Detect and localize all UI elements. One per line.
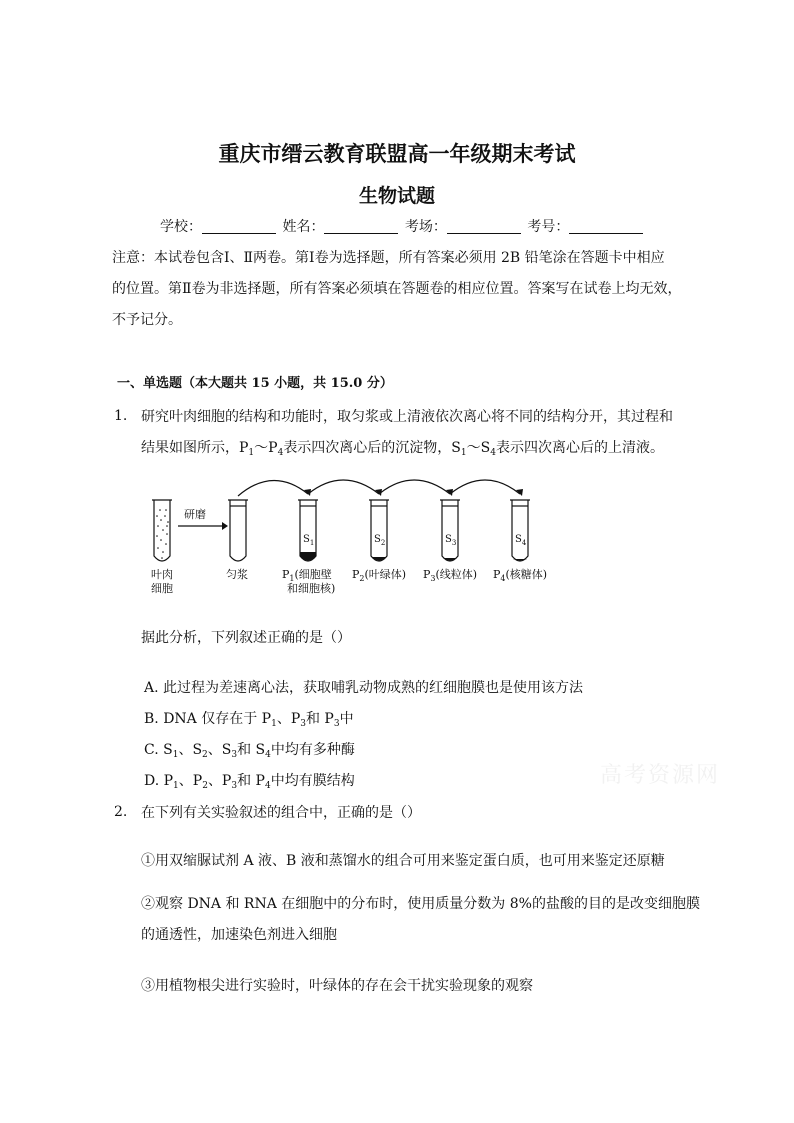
tube-homogenate	[230, 500, 246, 561]
question-2-item-3: ③用植物根尖进行实验时，叶绿体的存在会干扰实验现象的观察	[141, 978, 533, 994]
transfer-arc	[238, 480, 308, 496]
question-1-number: 1.	[114, 408, 128, 424]
homogenate-label: 匀浆	[226, 568, 248, 581]
question-1-line: 结果如图所示，$P_1\sim P_4$表示四次离心后的沉淀物，$S_1\sim S_4$表示四次离心后的上清液。	[141, 440, 664, 458]
p-label: $P_1$(细胞壁	[282, 568, 332, 583]
notice-line: 不予记分。	[112, 312, 182, 328]
field-room-blank	[447, 219, 521, 234]
p-label-cont: 和细胞核)	[287, 582, 336, 595]
field-id-label: 考号：	[527, 219, 570, 235]
tube-s1	[300, 500, 316, 561]
field-school-label: 学校：	[160, 219, 202, 235]
question-1-prompt: 据此分析，下列叙述正确的是（）	[141, 630, 351, 646]
exam-subject: 生物试题	[358, 185, 435, 207]
exam-title: 重庆市缙云教育联盟高一年级期末考试	[218, 141, 576, 166]
s-label: $S_2$	[374, 534, 386, 547]
leaf-label: 叶肉	[151, 568, 173, 581]
option-d[interactable]: D. $P_1$、$P_2$、$P_3$和 $P_4$中均有膜结构	[144, 773, 355, 791]
question-2-number: 2.	[114, 804, 128, 820]
field-school-blank	[202, 219, 276, 234]
leaf-label: 细胞	[151, 582, 173, 595]
question-1-line: 研究叶肉细胞的结构和功能时，取匀浆或上清液依次离心将不同的结构分开，其过程和	[141, 409, 673, 425]
pellet-p3	[443, 558, 457, 561]
transfer-arc	[379, 480, 450, 494]
info-fields	[160, 216, 645, 236]
question-1-stem	[141, 402, 673, 469]
notice-line: 注意：本试卷包含Ⅰ、Ⅱ两卷。第Ⅰ卷为选择题，所有答案必须用 2B 铅笔涂在答题卡中相应	[112, 250, 665, 266]
option-a[interactable]: A. 此过程为差速离心法，获取哺乳动物成熟的红细胞膜也是使用该方法	[144, 680, 584, 696]
pellet-p4	[513, 559, 527, 561]
question-2-item-2-line: 的通透性，加速染色剂进入细胞	[141, 927, 337, 943]
watermark: 高考资源网	[600, 763, 721, 788]
field-name-blank	[324, 219, 398, 234]
notice-line: 的位置。第Ⅱ卷为非选择题，所有答案必须填在答题卷的相应位置。答案写在试卷上均无效，	[112, 281, 682, 297]
p-label: $P_2$(叶绿体)	[352, 568, 407, 583]
p-label: $P_3$(线粒体)	[423, 568, 478, 583]
tube-s4	[512, 500, 528, 561]
option-b[interactable]: B. DNA 仅存在于 $P_1$、$P_3$和 $P_3$中	[144, 711, 354, 729]
field-room-label: 考场：	[404, 219, 447, 235]
s-label: $S_3$	[445, 534, 457, 547]
s-label: $S_4$	[515, 534, 527, 547]
leaf-cells-dots	[156, 509, 169, 559]
field-name-label: 姓名：	[282, 219, 325, 235]
centrifuge-figure	[140, 474, 560, 604]
question-2-stem: 在下列有关实验叙述的组合中，正确的是（）	[141, 805, 421, 821]
tube-s2	[371, 500, 387, 561]
question-2-item-1: ①用双缩脲试剂 A 液、B 液和蒸馏水的组合可用来鉴定蛋白质，也可用来鉴定还原糖	[141, 853, 665, 869]
field-id-blank	[569, 219, 643, 234]
option-c[interactable]: C. $S_1$、$S_2$、$S_3$和 $S_4$中均有多种酶	[144, 742, 355, 760]
question-2-item-2-line: ②观察 DNA 和 RNA 在细胞中的分布时，使用质量分数为 8%的盐酸的目的是改变细胞膜	[141, 896, 700, 912]
question-2-item-2	[141, 889, 700, 951]
transfer-arc	[450, 480, 520, 494]
tube-leaf	[154, 500, 170, 561]
p-label: $P_4$(核糖体)	[493, 568, 548, 583]
notice	[112, 243, 682, 336]
tube-s3	[442, 500, 458, 561]
s-label: $S_1$	[303, 534, 315, 547]
section-heading: 一、单选题（本大题共 15 小题，共 15.0 分）	[117, 376, 393, 391]
transfer-arc	[308, 480, 379, 494]
grind-label: 研磨	[184, 508, 206, 521]
pellet-p2	[372, 557, 386, 561]
